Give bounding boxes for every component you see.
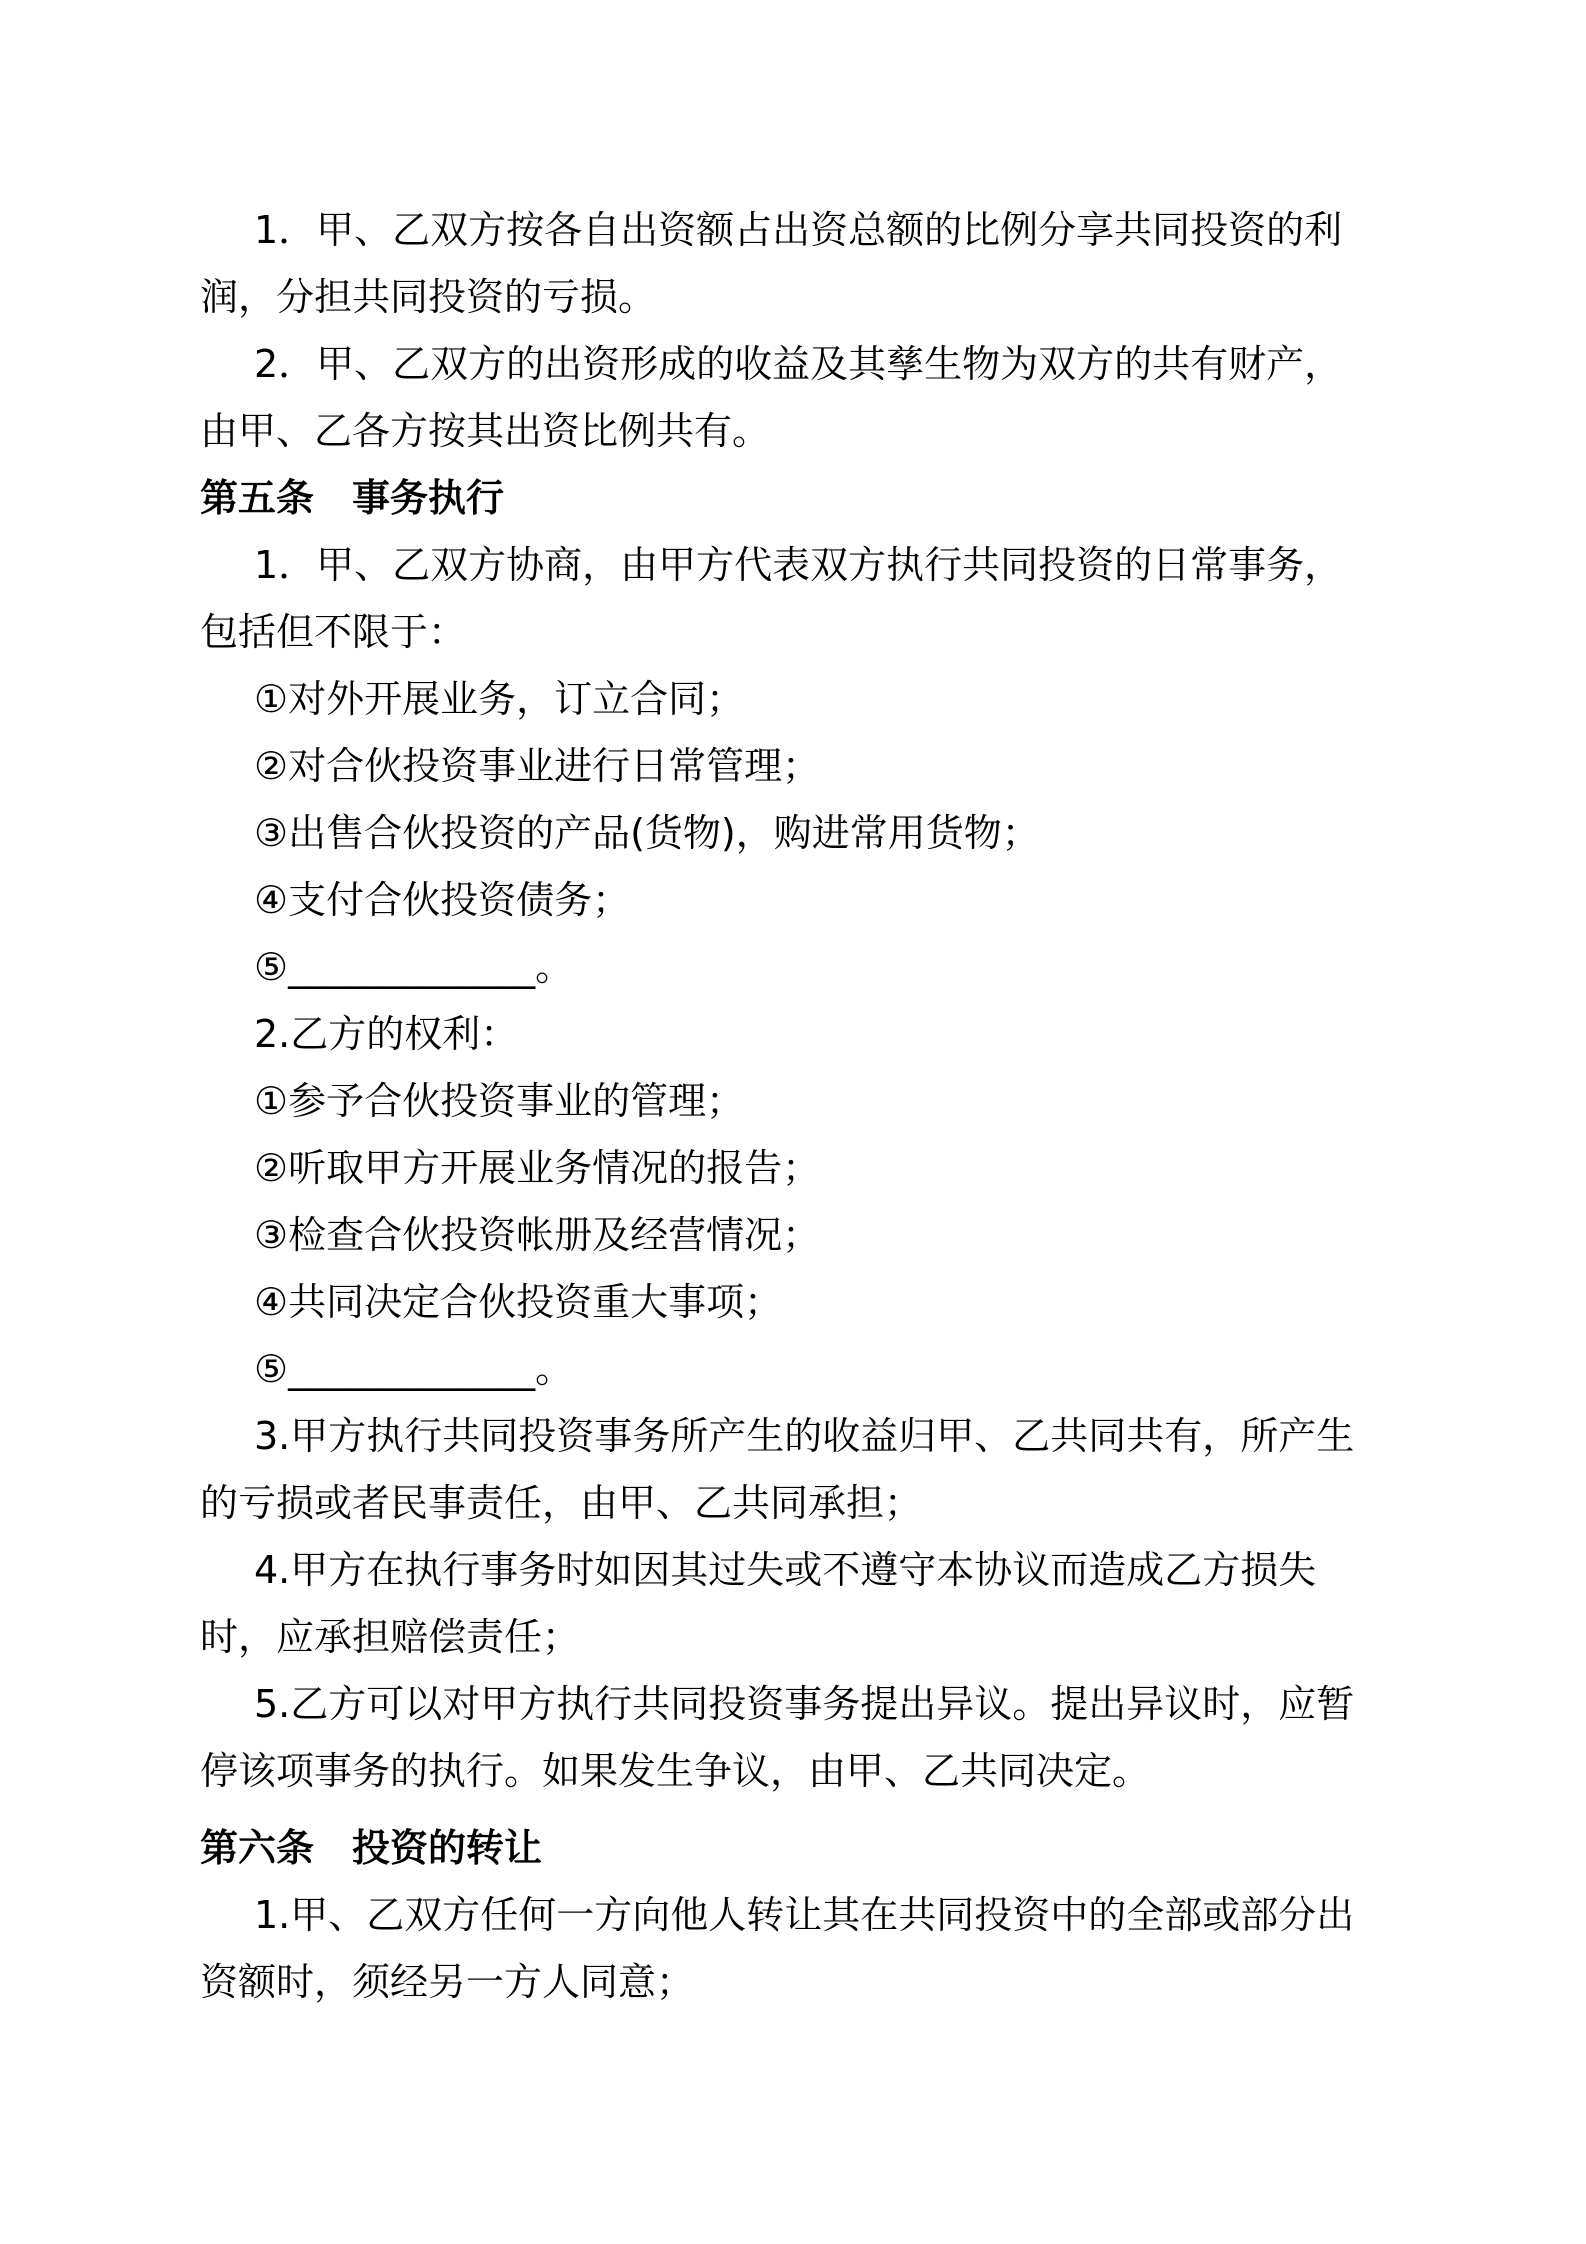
section-heading: 第五条 事务执行 — [200, 476, 505, 520]
paragraph-line: 2.乙方的权利： — [254, 1012, 519, 1056]
list-item: ②听取甲方开展业务情况的报告； — [254, 1146, 821, 1190]
paragraph-line: 停该项事务的执行。如果发生争议，由甲、乙共同决定。 — [200, 1749, 1151, 1793]
list-item: ③检查合伙投资帐册及经营情况； — [254, 1213, 821, 1257]
list-item: ②对合伙投资事业进行日常管理； — [254, 744, 821, 788]
list-item: ④支付合伙投资债务； — [254, 878, 631, 922]
list-item: ⑤_____________。 — [254, 1347, 574, 1391]
paragraph-line: 1．甲、乙双方按各自出资额占出资总额的比例分享共同投资的利 — [254, 208, 1343, 252]
list-item: ③出售合伙投资的产品(货物)，购进常用货物； — [254, 811, 1040, 855]
paragraph-line: 资额时，须经另一方人同意； — [200, 1960, 695, 2004]
paragraph-line: 包括但不限于： — [200, 610, 467, 654]
paragraph-line: 5.乙方可以对甲方执行共同投资事务提出异议。提出异议时，应暂 — [254, 1682, 1355, 1726]
paragraph-line: 4.甲方在执行事务时如因其过失或不遵守本协议而造成乙方损失 — [254, 1548, 1317, 1592]
section-heading: 第六条 投资的转让 — [200, 1826, 543, 1870]
paragraph-line: 润，分担共同投资的亏损。 — [200, 275, 657, 319]
paragraph-line: 2．甲、乙双方的出资形成的收益及其孳生物为双方的共有财产， — [254, 342, 1343, 386]
list-item: ⑤_____________。 — [254, 945, 574, 989]
list-item: ①对外开展业务，订立合同； — [254, 677, 745, 721]
paragraph-line: 1.甲、乙双方任何一方向他人转让其在共同投资中的全部或部分出 — [254, 1893, 1355, 1937]
paragraph-line: 3.甲方执行共同投资事务所产生的收益归甲、乙共同共有，所产生 — [254, 1414, 1355, 1458]
paragraph-line: 1．甲、乙双方协商，由甲方代表双方执行共同投资的日常事务， — [254, 543, 1343, 587]
paragraph-line: 由甲、乙各方按其出资比例共有。 — [200, 409, 771, 453]
list-item: ①参予合伙投资事业的管理； — [254, 1079, 745, 1123]
paragraph-line: 的亏损或者民事责任，由甲、乙共同承担； — [200, 1481, 923, 1525]
list-item: ④共同决定合伙投资重大事项； — [254, 1280, 783, 1324]
paragraph-line: 时，应承担赔偿责任； — [200, 1615, 581, 1659]
